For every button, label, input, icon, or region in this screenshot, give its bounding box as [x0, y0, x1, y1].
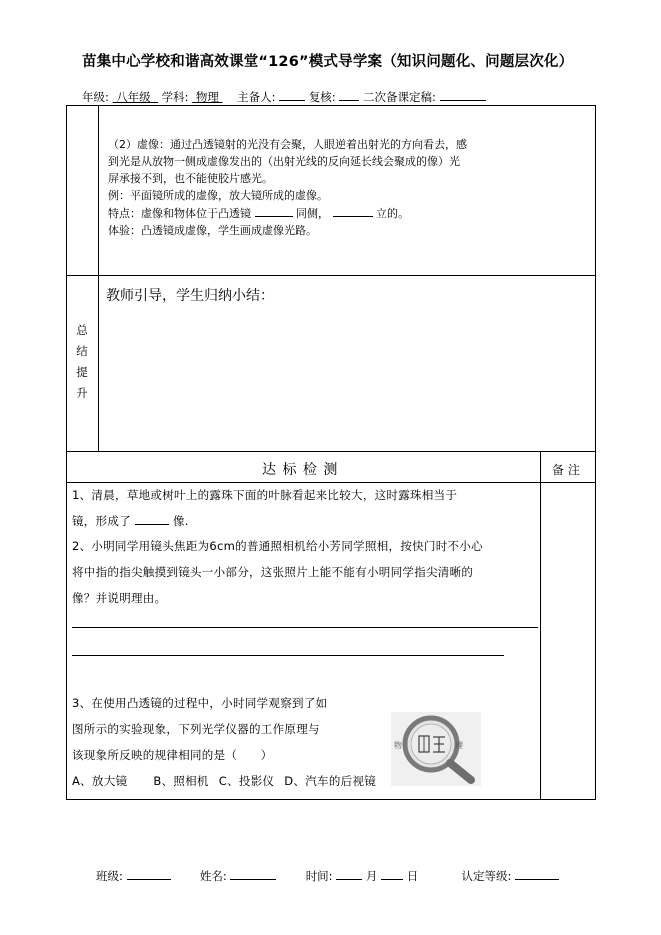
virtual-image-example: 例：平面镜所成的虚像，放大镜所成的虚像。: [108, 189, 328, 202]
assessment-title: 达 标 检 测: [262, 462, 339, 478]
feature-blank-2[interactable]: [333, 204, 373, 217]
virtual-image-section: [108, 136, 467, 239]
option-b[interactable]: B、照相机: [153, 774, 209, 788]
figure-char-1: 物: [394, 741, 402, 750]
notes-column-divider: [540, 451, 541, 799]
footer-time-label: 时间:: [305, 869, 333, 883]
reviewer-blank[interactable]: [339, 88, 359, 101]
footer-name-label: 姓名:: [199, 869, 227, 883]
footer-month-label: 月: [365, 869, 378, 883]
subject-value: 物理: [195, 90, 219, 104]
page-title: 苗集中心学校和谐高效课堂“126”模式导学案（知识问题化、问题层次化）: [82, 54, 574, 70]
footer-month-blank[interactable]: [336, 867, 362, 880]
table-border-top: [66, 105, 595, 106]
answer-line-2[interactable]: [72, 655, 504, 656]
answer-line-1[interactable]: [72, 627, 538, 628]
preparer-blank[interactable]: [279, 88, 305, 101]
footer-day-blank[interactable]: [381, 867, 403, 880]
preparer-label: 主备人:: [237, 90, 276, 104]
meta-row: [82, 88, 486, 105]
virtual-image-line-2: 到光是从放物一侧成虚像发出的（出射光线的反向延长线会聚成的像）光: [108, 155, 460, 168]
footer-class-blank[interactable]: [127, 867, 171, 880]
grade-label: 年级:: [82, 90, 109, 104]
footer-grade-blank[interactable]: [515, 867, 559, 880]
magnifier-icon: [391, 712, 481, 786]
footer-class-label: 班级:: [96, 869, 123, 883]
virtual-image-line-3: 屏承接不到，也不能使胶片感光。: [108, 172, 273, 185]
label-column-divider: [98, 105, 99, 452]
footer-grade-label: 认定等级:: [461, 869, 512, 883]
summary-side-label: 总 结 提 升: [76, 323, 88, 400]
question-3: 3、在使用凸透镜的过程中，小时同学观察到了如 图所示的实验现象，下列光学仪器的工作原理与 该现象所反映的规律相同的是（ ） A、放大镜 B、照相机 C、投影仪 D、汽车的后视镜: [72, 690, 376, 794]
footer-day-label: 日: [406, 869, 419, 883]
option-d[interactable]: D、汽车的后视镜: [284, 774, 377, 788]
q1-answer-blank[interactable]: [135, 512, 169, 525]
second-prep-blank[interactable]: [440, 88, 486, 101]
table-border-right: [595, 105, 596, 800]
footer: [96, 867, 559, 884]
footer-name-blank[interactable]: [230, 867, 276, 880]
summary-text: 教师引导，学生归纳小结：: [106, 288, 274, 304]
virtual-image-line-1: （2）虚像：通过凸透镜射的光没有会聚，人眼逆着出射光的方向看去，感: [108, 138, 467, 151]
table-border-bottom: [66, 799, 596, 800]
virtual-image-experience: 体验：凸透镜成虚像，学生画成虚像光路。: [108, 224, 317, 237]
section-divider-1: [66, 275, 595, 276]
feature-blank-1[interactable]: [255, 204, 293, 217]
question-3-options: [72, 768, 376, 794]
subject-label: 学科:: [161, 90, 189, 104]
question-2: 2、小明同学用镜头焦距为6cm的普通照相机给小芳同学照相，按快门时不小心 将中指的指尖触摸到镜头一小部分，这张照片上能不能有小明同学指尖清晰的 像？并说明理由。: [72, 539, 483, 605]
magnifier-figure: [391, 712, 481, 786]
grade-value: 八年级: [116, 90, 151, 104]
question-1: 1、清晨，草地或树叶上的露珠下面的叶脉看起来比较大，这时露珠相当于 镜，形成了 像.: [72, 488, 458, 528]
table-border-left: [66, 105, 67, 800]
option-c[interactable]: C、投影仪: [218, 774, 275, 788]
section-divider-2: [66, 451, 595, 452]
notes-label: 备 注: [552, 463, 580, 477]
virtual-image-feature: 特点：虚像和物体位于凸透镜 同侧， 立的。: [108, 204, 467, 222]
option-a[interactable]: A、放大镜: [72, 774, 128, 788]
figure-char-2: 理: [455, 741, 463, 750]
second-prep-label: 二次备课定稿:: [363, 90, 436, 104]
reviewer-label: 复核:: [308, 90, 336, 104]
